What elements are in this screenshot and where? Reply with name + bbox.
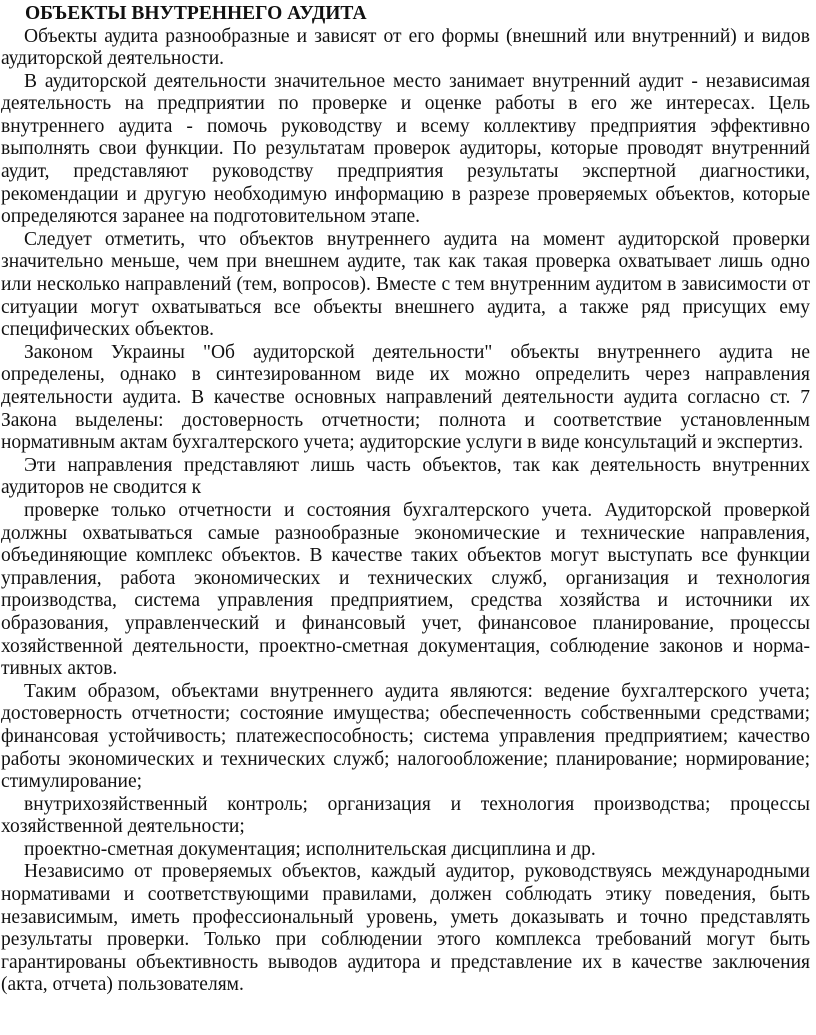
paragraph-internal-control: внутрихозяйственный контроль; организация и технология производства; процессы хозяйственной деятельности; [1,793,810,838]
paragraph-fewer-objects: Следует отметить, что объектов внутреннего аудита на момент аудиторской проверки значительно меньше, чем при внешнем аудите, так как такая проверка охватывает лишь одно или несколько направлений (тем, вопросов). Вместе с тем внутренним аудитом в зависимости от ситуации могут охватываться все объекты внешнего аудита, а также ряд присущих ему специфических объектов. [1,228,810,341]
document-title: ОБЪЕКТЫ ВНУТРЕННЕГО АУДИТА [25,3,367,24]
paragraph-law: Законом Украины "Об аудиторской деятельности" объекты внутреннего аудита не определены, однако в синтезированном виде их можно определить через направления деятельности аудита. В качестве основных направлений деятельности аудита согласно ст. 7 Закона выделены: достоверность отчетности; полнота и соответствие установленным нормативным актам бухгалтерского учета; аудиторские услуги в виде консультаций и экспертиз. [1,341,810,454]
paragraph-check-scope: проверке только отчетности и состояния бухгалтерского учета. Аудиторской проверкой должны охватываться самые разнообразные экономические и технические направления, объединяющие комплекс объектов. В качестве таких объектов могут выступать все функции управления, работа экономических и технических служб, организация и технология производства, система управления предприятием, средства хозяйства и источники их образования, управленческий и финансовый учет, финансовое планирование, процессы хозяйственной деятельности, проектно-сметная документация, соблюдение законов и нормативных актов. [1,499,810,680]
paragraph-internal-audit: В аудиторской деятельности значительное место занимает внутренний аудит - независимая деятельность на предприятии по проверке и оценке работы в его же интересах. Цель внутреннего аудита - помочь руководству и всему коллективу предприятия эффективно выполнять свои функции. По результатам проверок аудиторы, которые проводят внутренний аудит, представляют руководству предприятия результаты экспертной диагностики, рекомендации и другую необходимую информацию в разрезе проверяемых объектов, которые определяются заранее на подготовительном этапе. [1,70,810,228]
paragraph-documentation: проектно-сметная документация; исполнительская дисциплина и др. [24,838,596,860]
paragraph-intro: Объекты аудита разнообразные и зависят от его формы (внешний или внутренний) и видов аудиторской деятельности. [1,25,810,70]
paragraph-directions: Эти направления представляют лишь часть объектов, так как деятельность внутренних аудиторов не сводится к [1,454,810,499]
paragraph-objects-list: Таким образом, объектами внутреннего аудита являются: ведение бухгалтерского учета; достоверность отчетности; состояние имущества; обеспеченность собственными средствами; финансовая устойчивость; платежеспособность; система управления предприятием; качество работы экономических и технических служб; налогообложение; планирование; нормирование; стимулирование; [1,680,810,793]
paragraph-ethics: Независимо от проверяемых объектов, каждый аудитор, руководствуясь международными нормативами и соответствующими правилами, должен соблюдать этику поведения, быть независимым, иметь профессиональный уровень, уметь доказывать и точно представлять результаты проверки. Только при соблюдении этого комплекса требований могут быть гарантированы объективность выводов аудитора и представление их в качестве заключения (акта, отчета) пользователям. [1,861,810,996]
